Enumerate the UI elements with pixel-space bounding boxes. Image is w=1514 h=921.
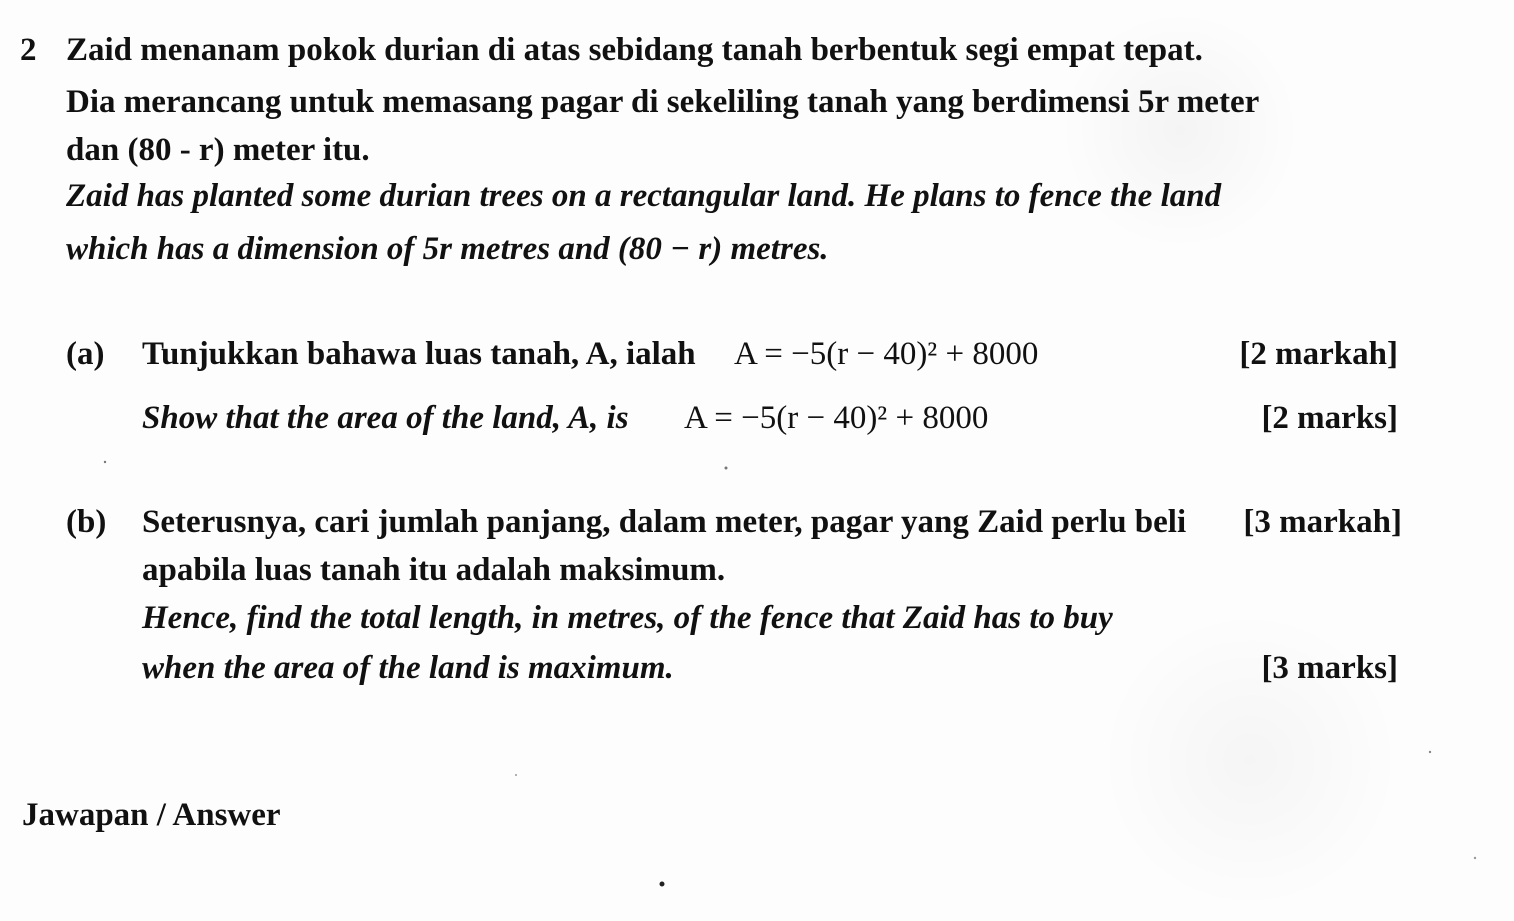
- part-a-equation-malay: A = −5(r − 40)² + 8000: [734, 336, 1039, 372]
- part-a-english-text: Show that the area of the land, A, is: [142, 400, 629, 436]
- part-b-english-marks: [3 marks]: [1261, 650, 1398, 686]
- part-a-label: (a): [66, 336, 105, 372]
- question-malay-line-1: Zaid menanam pokok durian di atas sebidang tanah berbentuk segi empat tepat.: [66, 32, 1203, 68]
- part-a-malay-marks: [2 markah]: [1239, 336, 1398, 372]
- part-a-english-marks: [2 marks]: [1261, 400, 1398, 436]
- question-english-line-2: which has a dimension of 5r metres and (80 − r) metres.: [66, 231, 829, 267]
- answer-heading: Jawapan / Answer: [22, 797, 281, 833]
- question-number: 2: [20, 32, 37, 68]
- question-malay-line-2: Dia merancang untuk memasang pagar di sekeliling tanah yang berdimensi 5r meter: [66, 84, 1260, 120]
- question-english-line-1: Zaid has planted some durian trees on a rectangular land. He plans to fence the land: [66, 178, 1222, 214]
- part-a-malay-text: Tunjukkan bahawa luas tanah, A, ialah: [142, 336, 696, 372]
- part-b-english-line-2: when the area of the land is maximum.: [142, 650, 674, 686]
- part-b-malay-line-1: Seterusnya, cari jumlah panjang, dalam meter, pagar yang Zaid perlu beli: [142, 504, 1187, 540]
- part-b-english-line-1: Hence, find the total length, in metres, of the fence that Zaid has to buy: [142, 600, 1113, 636]
- part-b-malay-line-2: apabila luas tanah itu adalah maksimum.: [142, 552, 726, 588]
- part-b-malay-marks: [3 markah]: [1243, 504, 1402, 540]
- part-a-equation-english: A = −5(r − 40)² + 8000: [684, 400, 989, 436]
- question-malay-line-3: dan (80 - r) meter itu.: [66, 132, 370, 168]
- part-b-label: (b): [66, 504, 107, 540]
